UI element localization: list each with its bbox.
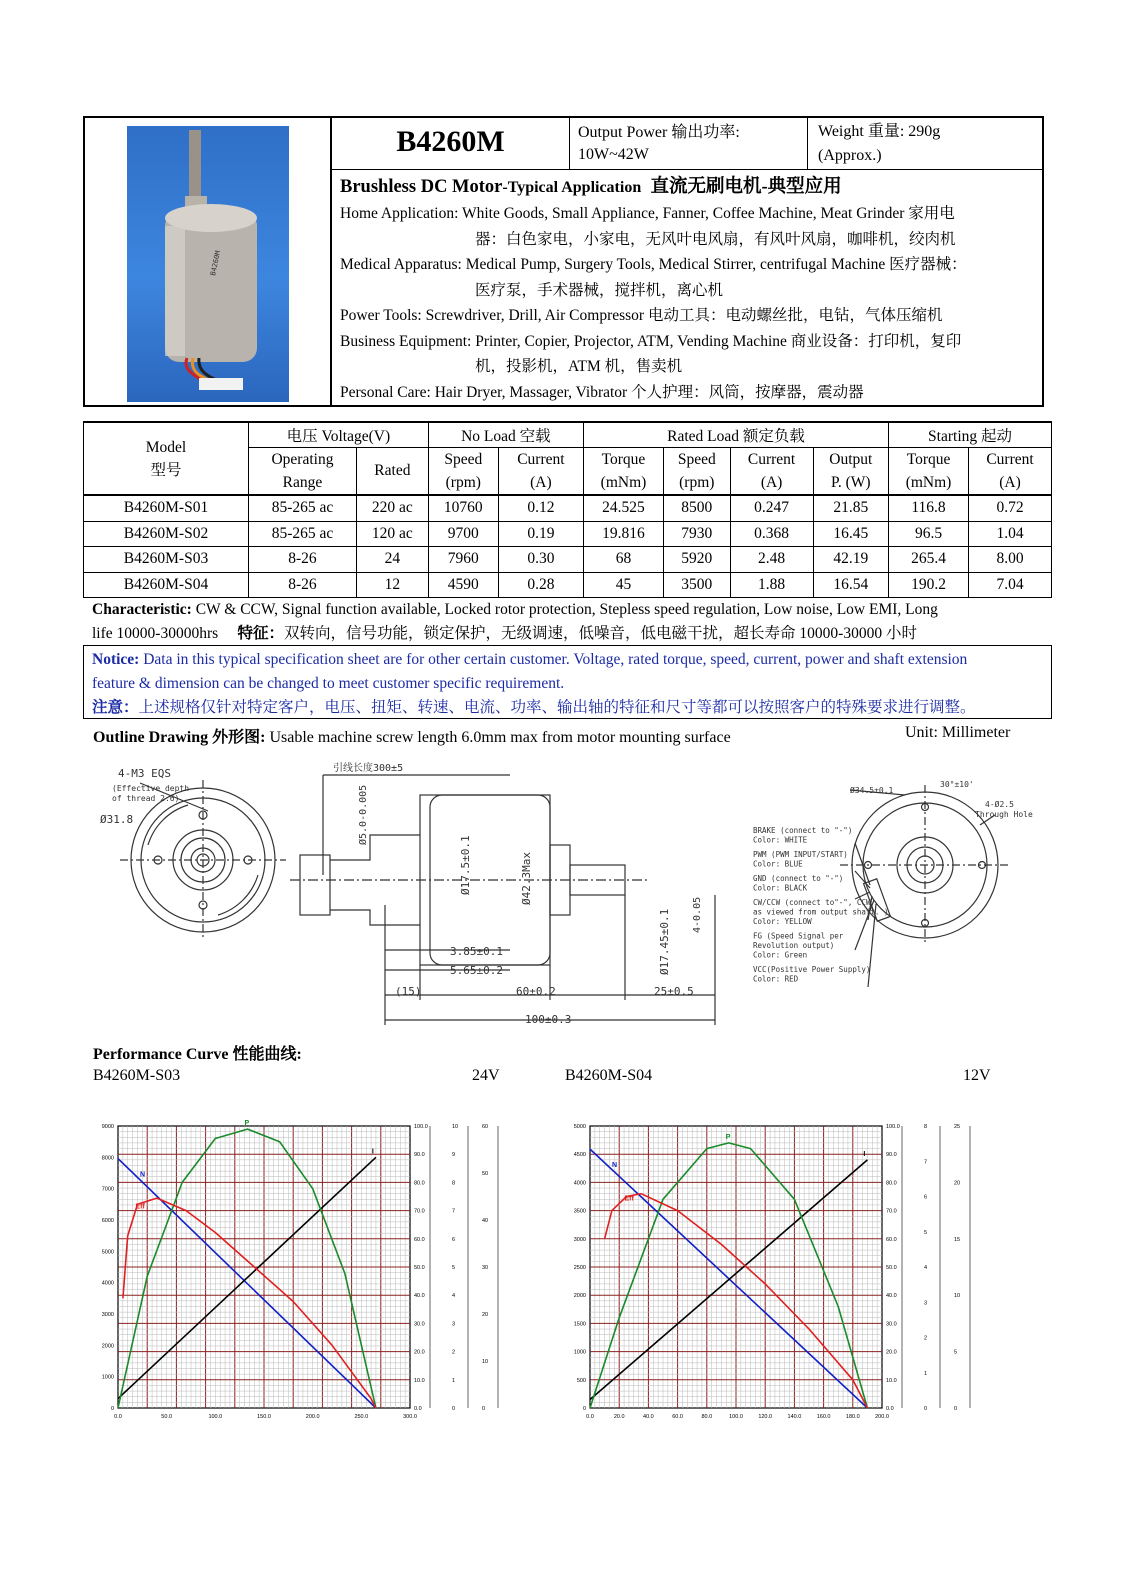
application-line: 机，投影机，ATM 机，售卖机 bbox=[475, 358, 683, 375]
y-right1-tick-label: 90.0 bbox=[414, 1152, 425, 1159]
y-right2-tick-label: 5 bbox=[924, 1229, 928, 1236]
y-left-tick-label: 9000 bbox=[101, 1124, 114, 1130]
y-right1-tick-label: 100.0 bbox=[886, 1124, 900, 1130]
y-left-tick-label: 1000 bbox=[101, 1374, 114, 1381]
sub-header-cell bbox=[428, 447, 498, 495]
x-tick-label: 250.0 bbox=[354, 1414, 369, 1420]
dim-60: 60±0.2 bbox=[516, 985, 556, 998]
output-power-value: 10W~42W bbox=[578, 146, 649, 163]
table-cell: 42.19 bbox=[813, 547, 889, 573]
y-right2-tick-label: 4 bbox=[924, 1265, 928, 1271]
table-cell: 1.88 bbox=[730, 572, 813, 598]
notice-text-1: Data in this typical specification sheet are for other certain customer. Voltage, rated torque, speed, current, power and shaft extension bbox=[139, 651, 968, 668]
table-cell: B4260M-S01 bbox=[84, 495, 249, 521]
y-left-tick-label: 1500 bbox=[573, 1321, 586, 1328]
starting-group-header: Starting 起动 bbox=[889, 422, 1052, 447]
table-cell: 21.85 bbox=[813, 495, 889, 521]
x-tick-label: 100.0 bbox=[208, 1414, 223, 1420]
app-title-main: Brushless DC Motor bbox=[340, 177, 503, 197]
product-header bbox=[83, 116, 1044, 407]
chart-svg-left bbox=[90, 1100, 510, 1430]
application-line: Business Equipment: Printer, Copier, Projector, ATM, Vending Machine 商业设备：打印机，复印 bbox=[340, 332, 962, 350]
sub-header-cell bbox=[889, 447, 969, 495]
wire-label-line: GND (connect to "-") bbox=[753, 874, 844, 883]
series-label: P bbox=[244, 1120, 250, 1128]
table-cell: 8500 bbox=[663, 495, 730, 521]
weight-line-1: Weight 重量: 290g bbox=[818, 123, 941, 140]
y-right1-tick-label: 0.0 bbox=[414, 1406, 422, 1412]
characteristic-text-1: CW & CCW, Signal function available, Locked rotor protection, Stepless speed regulation, Low noise, Low EMI, Long bbox=[191, 601, 938, 618]
wire-label-line: Color: BLACK bbox=[753, 883, 808, 893]
y-right3-tick-label: 20 bbox=[954, 1180, 961, 1187]
table-row bbox=[84, 572, 1052, 598]
table-cell: 0.368 bbox=[730, 521, 813, 547]
x-tick-label: 0.0 bbox=[586, 1414, 594, 1420]
table-cell: 8.00 bbox=[969, 547, 1052, 573]
dim-15: (15) bbox=[395, 985, 422, 998]
table-cell: 0.28 bbox=[498, 572, 583, 598]
x-tick-label: 300.0 bbox=[403, 1414, 417, 1420]
y-right1-tick-label: 70.0 bbox=[414, 1208, 425, 1215]
y-right1-tick-label: 0.0 bbox=[886, 1406, 894, 1412]
sub-header-line-1: Output bbox=[829, 450, 873, 468]
weight-cell bbox=[808, 118, 1044, 170]
x-tick-label: 150.0 bbox=[257, 1414, 271, 1420]
spec-table bbox=[83, 421, 1052, 598]
table-cell: 0.247 bbox=[730, 495, 813, 521]
sub-header-cell bbox=[498, 447, 583, 495]
table-cell: 5920 bbox=[663, 547, 730, 573]
output-power-label: Output Power 输出功率: bbox=[578, 124, 740, 141]
y-right2-tick-label: 5 bbox=[452, 1265, 456, 1271]
y-left-tick-label: 3000 bbox=[101, 1312, 114, 1318]
right-chart-model: B4260M-S04 bbox=[565, 1067, 653, 1084]
y-right3-tick-label: 50 bbox=[482, 1171, 489, 1177]
table-cell: 19.816 bbox=[584, 521, 664, 547]
table-cell: 0.30 bbox=[498, 547, 583, 573]
y-right1-tick-label: 50.0 bbox=[414, 1265, 425, 1271]
dim-shaft: Ø5.0-0.005 bbox=[358, 784, 369, 845]
x-tick-label: 160.0 bbox=[816, 1414, 831, 1420]
y-right3-tick-label: 10 bbox=[954, 1293, 961, 1300]
y-left-tick-label: 0 bbox=[110, 1406, 114, 1412]
table-cell: 220 ac bbox=[356, 495, 428, 521]
y-right2-tick-label: 7 bbox=[452, 1208, 456, 1215]
x-tick-label: 60.0 bbox=[672, 1414, 683, 1420]
wire-label-line: CW/CCW (connect to"-", CCW bbox=[753, 898, 871, 907]
svg-text:B4260M: B4260M bbox=[209, 250, 223, 277]
y-right3-tick-label: 40 bbox=[482, 1218, 489, 1224]
y-right2-tick-label: 3 bbox=[924, 1300, 928, 1307]
app-title-cn: 直流无刷电机-典型应用 bbox=[650, 177, 842, 197]
wire-label-line: Color: Green bbox=[753, 950, 808, 960]
table-cell: 0.12 bbox=[498, 495, 583, 521]
y-left-tick-label: 500 bbox=[576, 1377, 586, 1384]
voltage-group-header: 电压 Voltage(V) bbox=[249, 422, 429, 447]
chart-svg-right bbox=[562, 1100, 982, 1430]
x-tick-label: 140.0 bbox=[787, 1414, 802, 1420]
characteristic-cn-text: 双转向，信号功能，锁定保护，无级调速，低噪音，低电磁干扰，超长寿命 10000-30000 小时 bbox=[284, 625, 917, 642]
characteristic-text-2: life 10000-30000hrs bbox=[92, 625, 238, 642]
table-cell: 12 bbox=[356, 572, 428, 598]
y-right2-tick-label: 1 bbox=[924, 1370, 928, 1377]
application-title bbox=[340, 174, 1036, 201]
right-chart-voltage: 12V bbox=[963, 1067, 991, 1084]
y-right1-tick-label: 10.0 bbox=[886, 1377, 897, 1384]
y-right3-tick-label: 0 bbox=[954, 1406, 958, 1412]
y-left-tick-label: 3500 bbox=[573, 1208, 586, 1215]
table-cell: 190.2 bbox=[889, 572, 969, 598]
sub-header-cell bbox=[356, 447, 428, 495]
y-right1-tick-label: 80.0 bbox=[886, 1180, 897, 1187]
dim-25: 25±0.5 bbox=[654, 985, 694, 998]
y-right2-tick-label: 2 bbox=[452, 1349, 456, 1356]
notice-cn-text: 上述规格仅针对特定客户，电压、扭矩、转速、电流、功率、输出轴的特征和尺寸等都可以按照客户的特殊要求进行调整。 bbox=[138, 699, 976, 716]
y-right2-tick-label: 0 bbox=[452, 1406, 456, 1412]
y-right3-tick-label: 5 bbox=[954, 1349, 958, 1356]
sub-header-line-2: (mNm) bbox=[600, 473, 647, 491]
sub-header-line-2: Range bbox=[282, 473, 323, 491]
table-cell: 1.04 bbox=[969, 521, 1052, 547]
wire-label-line: Color: RED bbox=[753, 974, 799, 984]
y-right2-tick-label: 7 bbox=[924, 1159, 928, 1166]
performance-chart-right bbox=[562, 1100, 982, 1435]
sub-header-cell bbox=[730, 447, 813, 495]
y-right2-tick-label: 0 bbox=[924, 1406, 928, 1412]
y-right1-tick-label: 30.0 bbox=[886, 1321, 897, 1328]
series-label: Eff bbox=[624, 1195, 634, 1203]
y-left-tick-label: 4500 bbox=[573, 1152, 586, 1159]
sub-header-line-2: (A) bbox=[530, 473, 552, 491]
sub-header-line-1: Current bbox=[747, 450, 796, 468]
wire-label-line: BRAKE (connect to "-") bbox=[753, 826, 853, 835]
y-right3-tick-label: 15 bbox=[954, 1236, 961, 1243]
table-cell: 85-265 ac bbox=[249, 521, 357, 547]
y-left-tick-label: 3000 bbox=[573, 1236, 586, 1243]
y-right1-tick-label: 50.0 bbox=[886, 1265, 897, 1271]
y-right3-tick-label: 10 bbox=[482, 1359, 489, 1365]
y-right2-tick-label: 6 bbox=[452, 1236, 456, 1243]
sub-header-line-2: (A) bbox=[999, 473, 1021, 491]
dim-boss2: Ø17.45±0.1 bbox=[658, 908, 671, 975]
table-cell: 7960 bbox=[428, 547, 498, 573]
y-right3-tick-label: 0 bbox=[482, 1406, 486, 1412]
table-cell: 0.72 bbox=[969, 495, 1052, 521]
x-tick-label: 80.0 bbox=[701, 1414, 713, 1420]
y-right3-tick-label: 30 bbox=[482, 1265, 489, 1271]
notice-block bbox=[92, 648, 1050, 720]
y-left-tick-label: 5000 bbox=[573, 1124, 586, 1130]
dim-depth-1: (Effective depth bbox=[112, 784, 190, 793]
left-chart-model: B4260M-S03 bbox=[93, 1067, 181, 1084]
y-left-tick-label: 2000 bbox=[101, 1343, 114, 1350]
notice-cn-label: 注意： bbox=[92, 699, 139, 716]
outline-label: Outline Drawing 外形图: bbox=[93, 729, 266, 746]
table-cell: 120 ac bbox=[356, 521, 428, 547]
y-right1-tick-label: 40.0 bbox=[414, 1293, 425, 1300]
x-tick-label: 200.0 bbox=[305, 1414, 320, 1420]
series-label: N bbox=[612, 1162, 618, 1170]
x-tick-label: 20.0 bbox=[613, 1414, 625, 1420]
dim-through-hole: Through Hole bbox=[975, 810, 1033, 819]
y-left-tick-label: 6000 bbox=[101, 1218, 114, 1224]
x-tick-label: 180.0 bbox=[845, 1414, 860, 1420]
table-cell: 16.45 bbox=[813, 521, 889, 547]
y-left-tick-label: 4000 bbox=[573, 1180, 586, 1187]
y-left-tick-label: 0 bbox=[582, 1406, 586, 1412]
application-line: 器：白色家电，小家电，无风叶电风扇，有风叶风扇，咖啡机，绞肉机 bbox=[475, 230, 956, 248]
y-right1-tick-label: 80.0 bbox=[414, 1180, 425, 1187]
sub-header-cell bbox=[663, 447, 730, 495]
sub-header-line-1: Speed bbox=[444, 450, 483, 468]
wire-label-line: Color: YELLOW bbox=[753, 917, 812, 926]
notice-text-2: feature & dimension can be changed to meet customer specific requirement. bbox=[92, 675, 565, 692]
y-right1-tick-label: 20.0 bbox=[414, 1349, 425, 1356]
y-right1-tick-label: 30.0 bbox=[414, 1321, 425, 1328]
outline-drawing bbox=[90, 755, 1040, 1035]
table-cell: 3500 bbox=[663, 572, 730, 598]
dim-body: Ø42.3Max bbox=[520, 852, 533, 905]
table-cell: 9700 bbox=[428, 521, 498, 547]
wire-label-line: as viewed from output shaft. ) bbox=[753, 907, 889, 917]
y-right3-tick-label: 60 bbox=[482, 1124, 489, 1130]
application-cell bbox=[332, 170, 1044, 407]
dim-boss: Ø17.5±0.1 bbox=[459, 835, 472, 895]
sub-header-line-1: Operating bbox=[271, 450, 334, 468]
y-left-tick-label: 5000 bbox=[101, 1249, 114, 1256]
y-right1-tick-label: 40.0 bbox=[886, 1293, 897, 1300]
wire-label-line: PWM (PWM INPUT/START) bbox=[753, 850, 848, 859]
output-power-cell bbox=[570, 118, 808, 170]
sub-header-line-1: Current bbox=[517, 450, 565, 468]
product-photo-cell bbox=[85, 118, 332, 407]
sub-header-line-2: (mNm) bbox=[905, 473, 952, 491]
sub-header-line-1: Torque bbox=[601, 450, 646, 468]
table-cell: B4260M-S04 bbox=[84, 572, 249, 598]
y-right3-tick-label: 20 bbox=[482, 1312, 489, 1318]
y-left-tick-label: 8000 bbox=[101, 1155, 114, 1162]
table-cell: 2.48 bbox=[730, 547, 813, 573]
y-right1-tick-label: 90.0 bbox=[886, 1152, 897, 1159]
left-chart-voltage: 24V bbox=[472, 1067, 500, 1084]
y-right1-tick-label: 10.0 bbox=[414, 1377, 425, 1384]
performance-chart-left bbox=[90, 1100, 510, 1435]
outline-unit: Unit: Millimeter bbox=[905, 724, 1011, 741]
application-line: Personal Care: Hair Dryer, Massager, Vibrator 个人护理：风筒，按摩器，震动器 bbox=[340, 383, 864, 401]
y-right2-tick-label: 6 bbox=[924, 1194, 928, 1201]
table-cell: 24.525 bbox=[584, 495, 664, 521]
wire-label-line: Color: BLUE bbox=[753, 859, 803, 869]
table-row bbox=[84, 547, 1052, 573]
application-line: Medical Apparatus: Medical Pump, Surgery Tools, Medical Stirrer, centrifugal Machine 医疗器械： bbox=[340, 256, 967, 273]
y-right3-tick-label: 25 bbox=[954, 1124, 961, 1130]
app-title-sub: -Typical Application bbox=[502, 179, 642, 196]
y-right2-tick-label: 9 bbox=[452, 1152, 456, 1159]
y-right2-tick-label: 10 bbox=[452, 1124, 459, 1130]
y-right2-tick-label: 2 bbox=[924, 1335, 928, 1342]
series-label: P bbox=[725, 1133, 731, 1141]
table-cell: 8-26 bbox=[249, 572, 357, 598]
table-cell: 8-26 bbox=[249, 547, 357, 573]
wire-labels bbox=[753, 826, 888, 984]
sub-header-line-1: Rated bbox=[374, 462, 411, 480]
y-left-tick-label: 2000 bbox=[573, 1293, 586, 1300]
sub-header-line-1: Torque bbox=[906, 450, 951, 468]
x-tick-label: 100.0 bbox=[729, 1414, 743, 1420]
model-label: Model bbox=[145, 438, 187, 456]
table-row bbox=[84, 495, 1052, 521]
table-cell: 16.54 bbox=[813, 572, 889, 598]
series-label: N bbox=[140, 1171, 146, 1179]
sub-header-cell bbox=[813, 447, 889, 495]
y-right2-tick-label: 4 bbox=[452, 1293, 456, 1300]
table-cell: 45 bbox=[584, 572, 664, 598]
sub-header-cell bbox=[969, 447, 1052, 495]
motor-photo bbox=[127, 126, 289, 402]
dim-angle: 30°±10' bbox=[940, 780, 974, 789]
dim-100: 100±0.3 bbox=[525, 1013, 572, 1026]
model-title-cell bbox=[332, 118, 570, 170]
application-line: 医疗泵，手术器械，搅拌机，离心机 bbox=[475, 281, 724, 299]
notice-label: Notice: bbox=[92, 651, 140, 668]
dim-hole-2: 4-Ø2.5 bbox=[985, 800, 1014, 809]
y-right2-tick-label: 8 bbox=[924, 1124, 928, 1130]
weight-line-2: (Approx.) bbox=[818, 147, 882, 164]
table-cell: 4590 bbox=[428, 572, 498, 598]
y-left-tick-label: 7000 bbox=[101, 1186, 114, 1193]
table-row bbox=[84, 521, 1052, 547]
characteristic-cn-label: 特征： bbox=[237, 625, 285, 642]
x-tick-label: 40.0 bbox=[643, 1414, 654, 1420]
x-tick-label: 120.0 bbox=[758, 1414, 773, 1420]
characteristic-block bbox=[92, 598, 1052, 646]
outline-caption bbox=[93, 724, 731, 747]
dim-depth-2: of thread 2.6) bbox=[112, 794, 180, 803]
outline-text: Usable machine screw length 6.0mm max from motor mounting surface bbox=[265, 729, 731, 746]
y-right1-tick-label: 20.0 bbox=[886, 1349, 897, 1356]
dim-lead-length: 引线长度300±5 bbox=[333, 763, 404, 774]
sub-header-line-2: (A) bbox=[760, 473, 783, 491]
wire-label-line: VCC(Positive Power Supply) bbox=[753, 965, 871, 974]
series-label: I bbox=[371, 1148, 374, 1156]
y-right1-tick-label: 70.0 bbox=[886, 1208, 897, 1215]
table-cell: B4260M-S02 bbox=[84, 521, 249, 547]
wire-label-line: Color: WHITE bbox=[753, 835, 808, 845]
dim-holes: 4-M3 EQS bbox=[118, 767, 171, 780]
table-cell: 7.04 bbox=[969, 572, 1052, 598]
table-cell: 10760 bbox=[428, 495, 498, 521]
table-cell: 116.8 bbox=[889, 495, 969, 521]
sub-header-cell bbox=[584, 447, 664, 495]
table-cell: B4260M-S03 bbox=[84, 547, 249, 573]
sub-header-line-2: (rpm) bbox=[679, 473, 715, 491]
y-right1-tick-label: 60.0 bbox=[886, 1236, 897, 1243]
x-tick-label: 50.0 bbox=[161, 1414, 173, 1420]
model-header bbox=[84, 422, 249, 495]
table-cell: 24 bbox=[356, 547, 428, 573]
y-right2-tick-label: 8 bbox=[452, 1180, 456, 1187]
noload-group-header: No Load 空载 bbox=[428, 422, 583, 447]
x-tick-label: 200.0 bbox=[875, 1414, 889, 1420]
table-cell: 265.4 bbox=[889, 547, 969, 573]
model-label-cn: 型号 bbox=[150, 461, 182, 479]
x-tick-label: 0.0 bbox=[114, 1414, 122, 1420]
sub-header-line-1: Current bbox=[986, 450, 1034, 468]
table-cell: 96.5 bbox=[889, 521, 969, 547]
y-right2-tick-label: 3 bbox=[452, 1321, 456, 1328]
y-left-tick-label: 1000 bbox=[573, 1349, 586, 1356]
wire-label-line: Revolution output) bbox=[753, 941, 835, 950]
sub-header-line-1: Speed bbox=[677, 450, 716, 468]
application-list bbox=[340, 201, 1036, 405]
rated-group-header: Rated Load 额定负载 bbox=[584, 422, 889, 447]
series-label: Eff bbox=[135, 1203, 145, 1211]
dim-565: 5.65±0.2 bbox=[450, 964, 503, 977]
table-cell: 7930 bbox=[663, 521, 730, 547]
table-cell: 68 bbox=[584, 547, 664, 573]
y-right2-tick-label: 1 bbox=[452, 1377, 456, 1384]
wire-label-line: FG (Speed Signal per bbox=[753, 931, 844, 941]
dim-small: 4-0.05 bbox=[692, 896, 703, 933]
y-right1-tick-label: 100.0 bbox=[414, 1124, 428, 1130]
sub-header-cell bbox=[249, 447, 357, 495]
sub-header-line-2: (rpm) bbox=[445, 473, 481, 491]
table-cell: 0.19 bbox=[498, 521, 583, 547]
characteristic-label: Characteristic: bbox=[92, 601, 192, 618]
application-line: Home Application: White Goods, Small Appliance, Fanner, Coffee Machine, Meat Grinder 家用电 bbox=[340, 205, 955, 222]
y-left-tick-label: 4000 bbox=[101, 1280, 114, 1287]
model-title: B4260M bbox=[396, 125, 505, 158]
y-left-tick-label: 2500 bbox=[573, 1265, 586, 1271]
dim-345: Ø34.5±0.1 bbox=[850, 786, 894, 795]
performance-label: Performance Curve 性能曲线: bbox=[93, 1046, 302, 1063]
series-label: I bbox=[863, 1150, 866, 1158]
sub-header-line-2: P. (W) bbox=[830, 473, 871, 491]
dim-d318: Ø31.8 bbox=[100, 813, 134, 826]
table-cell: 85-265 ac bbox=[249, 495, 357, 521]
application-line: Power Tools: Screwdriver, Drill, Air Compressor 电动工具：电动螺丝批，电钻，气体压缩机 bbox=[340, 307, 943, 324]
y-right1-tick-label: 60.0 bbox=[414, 1236, 425, 1243]
dim-385: 3.85±0.1 bbox=[450, 945, 503, 958]
